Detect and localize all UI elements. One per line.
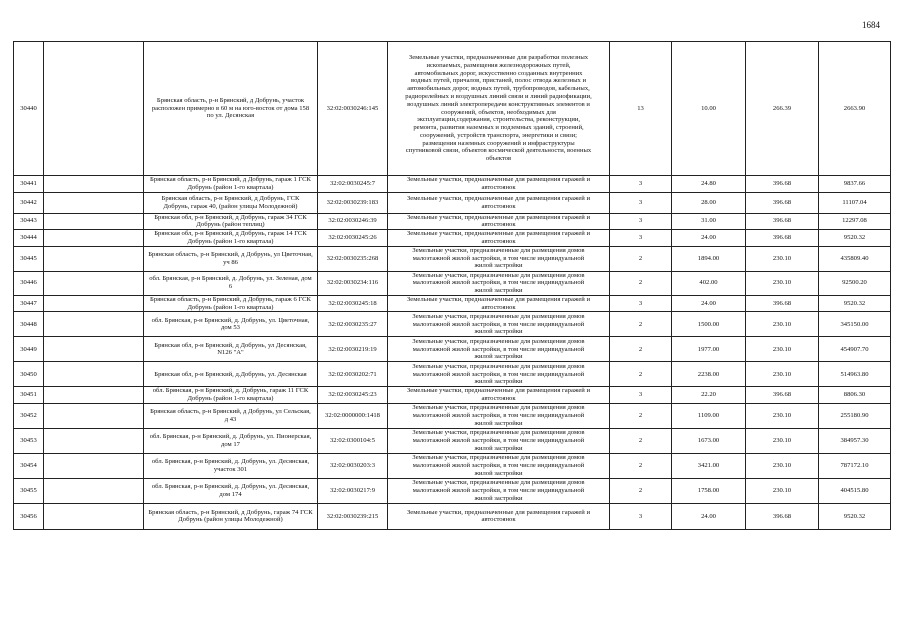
use-group-cell: 2 — [610, 246, 672, 271]
page-number: 1684 — [862, 20, 880, 30]
use-group-cell: 2 — [610, 403, 672, 428]
record-number-cell: 30456 — [14, 503, 44, 529]
land-use-cell — [388, 230, 610, 247]
use-group-cell: 13 — [610, 42, 672, 176]
area-cell: 3421.00 — [672, 453, 746, 478]
cadastral-value-cell: 9837.66 — [819, 176, 891, 193]
blank-cell — [44, 213, 144, 230]
cadastral-value-cell: 404515.80 — [819, 478, 891, 503]
blank-cell — [44, 230, 144, 247]
area-cell: 24.00 — [672, 230, 746, 247]
specific-value-cell: 230.10 — [746, 362, 819, 387]
land-use-line: малоэтажной жилой застройки, в том числе индивидуальной — [412, 320, 585, 328]
record-number-cell: 30449 — [14, 337, 44, 362]
record-number-cell: 30452 — [14, 403, 44, 428]
table-row — [14, 42, 891, 176]
land-use-line: радиорелейных и воздушных линий связи и линий радиофикации, — [405, 92, 592, 100]
land-use-line: автостоянок — [481, 221, 516, 229]
table-row — [14, 246, 891, 271]
cadastral-value-cell: 92500.20 — [819, 271, 891, 295]
land-use-line: жилой застройки — [474, 353, 523, 361]
address-cell: Брянская область, р-н Брянский, д Добрунь, гараж 1 ГСК Добрунь (район 1-го квартала) — [144, 176, 318, 193]
land-use-cell — [388, 246, 610, 271]
specific-value-cell: 230.10 — [746, 403, 819, 428]
specific-value-cell: 230.10 — [746, 271, 819, 295]
cadastral-number-cell: 32:02:0030234:116 — [318, 271, 388, 295]
area-cell: 1109.00 — [672, 403, 746, 428]
land-use-line: малоэтажной жилой застройки, в том числе индивидуальной — [412, 370, 585, 378]
land-use-line: объектов — [485, 155, 512, 163]
blank-cell — [44, 503, 144, 529]
record-number-cell: 30454 — [14, 453, 44, 478]
land-use-line: ископаемых, размещения железнодорожных путей, — [426, 61, 571, 69]
record-number-cell: 30445 — [14, 246, 44, 271]
specific-value-cell: 230.10 — [746, 246, 819, 271]
land-use-line: жилой застройки — [474, 378, 523, 386]
cadastral-number-cell: 32:02:0030245:23 — [318, 387, 388, 404]
address-cell: обл. Брянская, р-н Брянский, д. Добрунь, ул. Десянская, дом 174 — [144, 478, 318, 503]
land-use-cell — [388, 312, 610, 337]
land-use-cell — [388, 42, 610, 176]
record-number-cell: 30453 — [14, 428, 44, 453]
land-use-line: ремонта, развития наземных и подземных зданий, строений, — [413, 124, 584, 132]
use-group-cell: 3 — [610, 503, 672, 529]
land-use-line: малоэтажной жилой застройки, в том числе индивидуальной — [412, 462, 585, 470]
blank-cell — [44, 362, 144, 387]
address-cell: Брянская обл, р-н Брянский, д Добрунь, гараж 34 ГСК Добрунь (район теплиц) — [144, 213, 318, 230]
land-use-cell — [388, 213, 610, 230]
cadastral-number-cell: 32:02:0030239:183 — [318, 192, 388, 213]
area-cell: 31.00 — [672, 213, 746, 230]
table-row — [14, 478, 891, 503]
area-cell: 22.20 — [672, 387, 746, 404]
land-use-line: жилой застройки — [474, 328, 523, 336]
cadastral-value-cell: 787172.10 — [819, 453, 891, 478]
address-cell: Брянская область, р-н Брянский, д Добрунь, гараж 6 ГСК Добрунь (район 1-го квартала) — [144, 295, 318, 312]
land-use-line: жилой застройки — [474, 469, 523, 477]
land-use-cell — [388, 478, 610, 503]
land-use-line: Земельные участки, предназначенные для разработки полезных — [408, 54, 589, 62]
specific-value-cell: 396.68 — [746, 192, 819, 213]
use-group-cell: 3 — [610, 230, 672, 247]
use-group-cell: 2 — [610, 271, 672, 295]
cadastral-number-cell: 32:02:0030202:71 — [318, 362, 388, 387]
record-number-cell: 30440 — [14, 42, 44, 176]
cadastral-number-cell: 32:02:0030203:3 — [318, 453, 388, 478]
table-row — [14, 428, 891, 453]
cadastral-value-cell: 9520.32 — [819, 230, 891, 247]
land-use-line: малоэтажной жилой застройки, в том числе индивидуальной — [412, 279, 585, 287]
specific-value-cell: 230.10 — [746, 312, 819, 337]
cadastral-value-cell: 9520.32 — [819, 295, 891, 312]
cadastral-number-cell: 32:02:0030246:145 — [318, 42, 388, 176]
land-use-line: малоэтажной жилой застройки, в том числе индивидуальной — [412, 437, 585, 445]
use-group-cell: 3 — [610, 176, 672, 193]
use-group-cell: 3 — [610, 295, 672, 312]
address-cell: Брянская область, р-н Брянский, д Добрунь, участок расположен примерно в 60 м на юго-восток от дома 158 по ул. Десянская — [144, 42, 318, 176]
table-row — [14, 295, 891, 312]
record-number-cell: 30451 — [14, 387, 44, 404]
cadastral-value-cell: 514963.80 — [819, 362, 891, 387]
land-use-line: размещения наземных сооружений и инфраструктуры — [422, 139, 575, 147]
land-use-cell — [388, 271, 610, 295]
specific-value-cell: 396.68 — [746, 176, 819, 193]
area-cell: 24.00 — [672, 503, 746, 529]
land-use-cell — [388, 503, 610, 529]
blank-cell — [44, 192, 144, 213]
land-use-line: Земельные участки, предназначенные для размещения домов — [412, 454, 585, 462]
land-use-line: сооружений, устройств транспорта, энергетики и связи; — [419, 131, 577, 139]
blank-cell — [44, 403, 144, 428]
cadastral-value-cell: 345150.00 — [819, 312, 891, 337]
blank-cell — [44, 453, 144, 478]
land-use-line: Земельные участки, предназначенные для размещения гаражей и — [407, 194, 590, 202]
specific-value-cell: 230.10 — [746, 337, 819, 362]
land-use-line: Земельные участки, предназначенные для размещения гаражей и — [407, 508, 590, 516]
record-number-cell: 30448 — [14, 312, 44, 337]
use-group-cell: 2 — [610, 428, 672, 453]
blank-cell — [44, 246, 144, 271]
blank-cell — [44, 295, 144, 312]
cadastral-number-cell: 32:02:0030245:7 — [318, 176, 388, 193]
table-row — [14, 362, 891, 387]
land-use-line: воздушных линий электропередачи конструктивных элементов и — [407, 100, 590, 108]
land-use-line: автомобильных дорог, водных путей, трубопроводов, кабельных, — [407, 85, 590, 93]
land-use-cell — [388, 176, 610, 193]
land-use-cell — [388, 428, 610, 453]
specific-value-cell: 396.68 — [746, 387, 819, 404]
record-number-cell: 30450 — [14, 362, 44, 387]
specific-value-cell: 396.68 — [746, 503, 819, 529]
land-use-cell — [388, 295, 610, 312]
land-use-line: Земельные участки, предназначенные для размещения домов — [412, 337, 585, 345]
address-cell: Брянская обл, р-н Брянский, д Добрунь, ул Десянская, N126 "А" — [144, 337, 318, 362]
record-number-cell: 30442 — [14, 192, 44, 213]
land-use-line: жилой застройки — [474, 419, 523, 427]
specific-value-cell: 396.68 — [746, 295, 819, 312]
address-cell: обл. Брянская, р-н Брянский, д. Добрунь, ул. Десянская, участок 301 — [144, 453, 318, 478]
blank-cell — [44, 387, 144, 404]
land-use-line: сооружений, объектов, необходимых для — [441, 108, 556, 116]
address-cell: Брянская обл, р-н Брянский, д Добрунь, гараж 14 ГСК Добрунь (район 1-го квартала) — [144, 230, 318, 247]
land-use-line: эксплуатации,содержания, строительства, реконструкции, — [416, 116, 581, 124]
land-use-cell — [388, 453, 610, 478]
land-use-cell — [388, 362, 610, 387]
cadastral-value-cell: 454907.70 — [819, 337, 891, 362]
address-cell: обл. Брянская, р-н Брянский, д. Добрунь, гараж 11 ГСК Добрунь (район 1-го квартала) — [144, 387, 318, 404]
land-use-line: жилой застройки — [474, 287, 523, 295]
land-use-line: Земельные участки, предназначенные для размещения домов — [412, 246, 585, 254]
blank-cell — [44, 337, 144, 362]
area-cell: 10.00 — [672, 42, 746, 176]
land-use-line: Земельные участки, предназначенные для размещения гаражей и — [407, 230, 590, 238]
cadastral-number-cell: 32:02:0030246:39 — [318, 213, 388, 230]
record-number-cell: 30443 — [14, 213, 44, 230]
cadastral-value-cell: 435809.40 — [819, 246, 891, 271]
land-use-line: малоэтажной жилой застройки, в том числе индивидуальной — [412, 345, 585, 353]
cadastral-number-cell: 32:02:0030217:9 — [318, 478, 388, 503]
cadastral-number-cell: 32:02:0030245:26 — [318, 230, 388, 247]
table-row — [14, 230, 891, 247]
cadastral-value-cell: 9520.32 — [819, 503, 891, 529]
area-cell: 1758.00 — [672, 478, 746, 503]
land-use-line: Земельные участки, предназначенные для размещения гаражей и — [407, 295, 590, 303]
specific-value-cell: 396.68 — [746, 213, 819, 230]
blank-cell — [44, 428, 144, 453]
land-use-line: автостоянок — [481, 303, 516, 311]
record-number-cell: 30455 — [14, 478, 44, 503]
blank-cell — [44, 42, 144, 176]
specific-value-cell: 266.39 — [746, 42, 819, 176]
cadastral-number-cell: 32:02:0030245:18 — [318, 295, 388, 312]
record-number-cell: 30447 — [14, 295, 44, 312]
land-use-line: автостоянок — [481, 516, 516, 524]
address-cell: обл. Брянская, р-н Брянский, д. Добрунь, ул. Зеленая, дом 6 — [144, 271, 318, 295]
land-use-line: Земельные участки, предназначенные для размещения домов — [412, 362, 585, 370]
blank-cell — [44, 271, 144, 295]
specific-value-cell: 230.10 — [746, 453, 819, 478]
specific-value-cell: 396.68 — [746, 230, 819, 247]
use-group-cell: 3 — [610, 213, 672, 230]
table-row — [14, 176, 891, 193]
record-number-cell: 30446 — [14, 271, 44, 295]
land-use-line: водных путей, причалов, пристаней, полос отвода железных и — [411, 77, 586, 85]
cadastral-value-cell: 384957.30 — [819, 428, 891, 453]
area-cell: 28.00 — [672, 192, 746, 213]
area-cell: 1500.00 — [672, 312, 746, 337]
area-cell: 1894.00 — [672, 246, 746, 271]
land-use-line: автостоянок — [481, 183, 516, 191]
land-use-line: Земельные участки, предназначенные для размещения домов — [412, 312, 585, 320]
specific-value-cell: 230.10 — [746, 478, 819, 503]
specific-value-cell: 230.10 — [746, 428, 819, 453]
cadastral-value-cell: 11107.04 — [819, 192, 891, 213]
area-cell: 402.00 — [672, 271, 746, 295]
blank-cell — [44, 176, 144, 193]
table-row — [14, 503, 891, 529]
land-use-line: малоэтажной жилой застройки, в том числе индивидуальной — [412, 254, 585, 262]
use-group-cell: 2 — [610, 478, 672, 503]
land-use-cell — [388, 192, 610, 213]
land-use-line: автостоянок — [481, 202, 516, 210]
area-cell: 24.00 — [672, 295, 746, 312]
address-cell: Брянская область, р-н Брянский, д Добрунь, гараж 74 ГСК Добрунь (район улицы Молодежной) — [144, 503, 318, 529]
cadastral-value-cell: 2663.90 — [819, 42, 891, 176]
land-use-line: малоэтажной жилой застройки, в том числе индивидуальной — [412, 412, 585, 420]
address-cell: обл. Брянская, р-н Брянский, д. Добрунь, ул. Цветочная, дом 53 — [144, 312, 318, 337]
land-use-line: жилой застройки — [474, 444, 523, 452]
table-row — [14, 213, 891, 230]
table-row — [14, 387, 891, 404]
land-use-cell — [388, 387, 610, 404]
use-group-cell: 2 — [610, 337, 672, 362]
table-row — [14, 192, 891, 213]
use-group-cell: 2 — [610, 362, 672, 387]
use-group-cell: 3 — [610, 387, 672, 404]
table-row — [14, 337, 891, 362]
land-use-line: жилой застройки — [474, 262, 523, 270]
cadastral-number-cell: 32:02:0030219:19 — [318, 337, 388, 362]
record-number-cell: 30441 — [14, 176, 44, 193]
address-cell: обл. Брянская, р-н Брянский, д. Добрунь, ул. Пионерская, дом 17 — [144, 428, 318, 453]
land-use-line: автостоянок — [481, 395, 516, 403]
land-use-cell — [388, 337, 610, 362]
blank-cell — [44, 312, 144, 337]
land-use-line: Земельные участки, предназначенные для размещения домов — [412, 404, 585, 412]
cadastral-value-cell: 8806.30 — [819, 387, 891, 404]
address-cell: Брянская область, р-н Брянский, д Добрунь, ул Цветочная, уч 86 — [144, 246, 318, 271]
land-use-line: Земельные участки, предназначенные для размещения гаражей и — [407, 176, 590, 183]
land-use-line: Земельные участки, предназначенные для размещения гаражей и — [407, 387, 590, 395]
table-row — [14, 403, 891, 428]
land-use-line: Земельные участки, предназначенные для размещения домов — [412, 479, 585, 487]
address-cell: Брянская область, р-н Брянский, д Добрунь, ГСК Добрунь, гараж 40, (район улицы Молодежной) — [144, 192, 318, 213]
land-use-line: Земельные участки, предназначенные для размещения домов — [412, 271, 585, 279]
land-use-line: малоэтажной жилой застройки, в том числе индивидуальной — [412, 487, 585, 495]
land-use-line: жилой застройки — [474, 494, 523, 502]
area-cell: 1977.00 — [672, 337, 746, 362]
table-body — [14, 42, 891, 530]
use-group-cell: 2 — [610, 312, 672, 337]
use-group-cell: 2 — [610, 453, 672, 478]
table-row — [14, 312, 891, 337]
cadastral-number-cell: 32:02:0030239:215 — [318, 503, 388, 529]
table-row — [14, 271, 891, 295]
land-use-line: Земельные участки, предназначенные для размещения домов — [412, 429, 585, 437]
land-use-line: Земельные участки, предназначенные для размещения гаражей и — [407, 213, 590, 221]
cadastral-number-cell: 32:02:0030235:27 — [318, 312, 388, 337]
cadastral-value-cell: 12297.08 — [819, 213, 891, 230]
cadastral-number-cell: 32:02:0300104:5 — [318, 428, 388, 453]
cadastral-value-table — [13, 41, 891, 530]
cadastral-value-cell: 255180.90 — [819, 403, 891, 428]
table-row — [14, 453, 891, 478]
land-use-line: автомобильных дорог, искусственно созданных внутренних — [414, 69, 583, 77]
cadastral-number-cell: 32:02:0000000:1418 — [318, 403, 388, 428]
cadastral-number-cell: 32:02:0030235:268 — [318, 246, 388, 271]
land-use-line: автостоянок — [481, 237, 516, 245]
blank-cell — [44, 478, 144, 503]
record-number-cell: 30444 — [14, 230, 44, 247]
address-cell: Брянская область, р-н Брянский, д Добрунь, ул Сельская, д 43 — [144, 403, 318, 428]
area-cell: 1673.00 — [672, 428, 746, 453]
area-cell: 2238.00 — [672, 362, 746, 387]
use-group-cell: 3 — [610, 192, 672, 213]
land-use-line: спутниковой связи, объектов космической деятельности, военных — [405, 147, 592, 155]
land-use-cell — [388, 403, 610, 428]
address-cell: Брянская обл, р-н Брянский, д.Добрунь, ул. Десянская — [144, 362, 318, 387]
area-cell: 24.80 — [672, 176, 746, 193]
